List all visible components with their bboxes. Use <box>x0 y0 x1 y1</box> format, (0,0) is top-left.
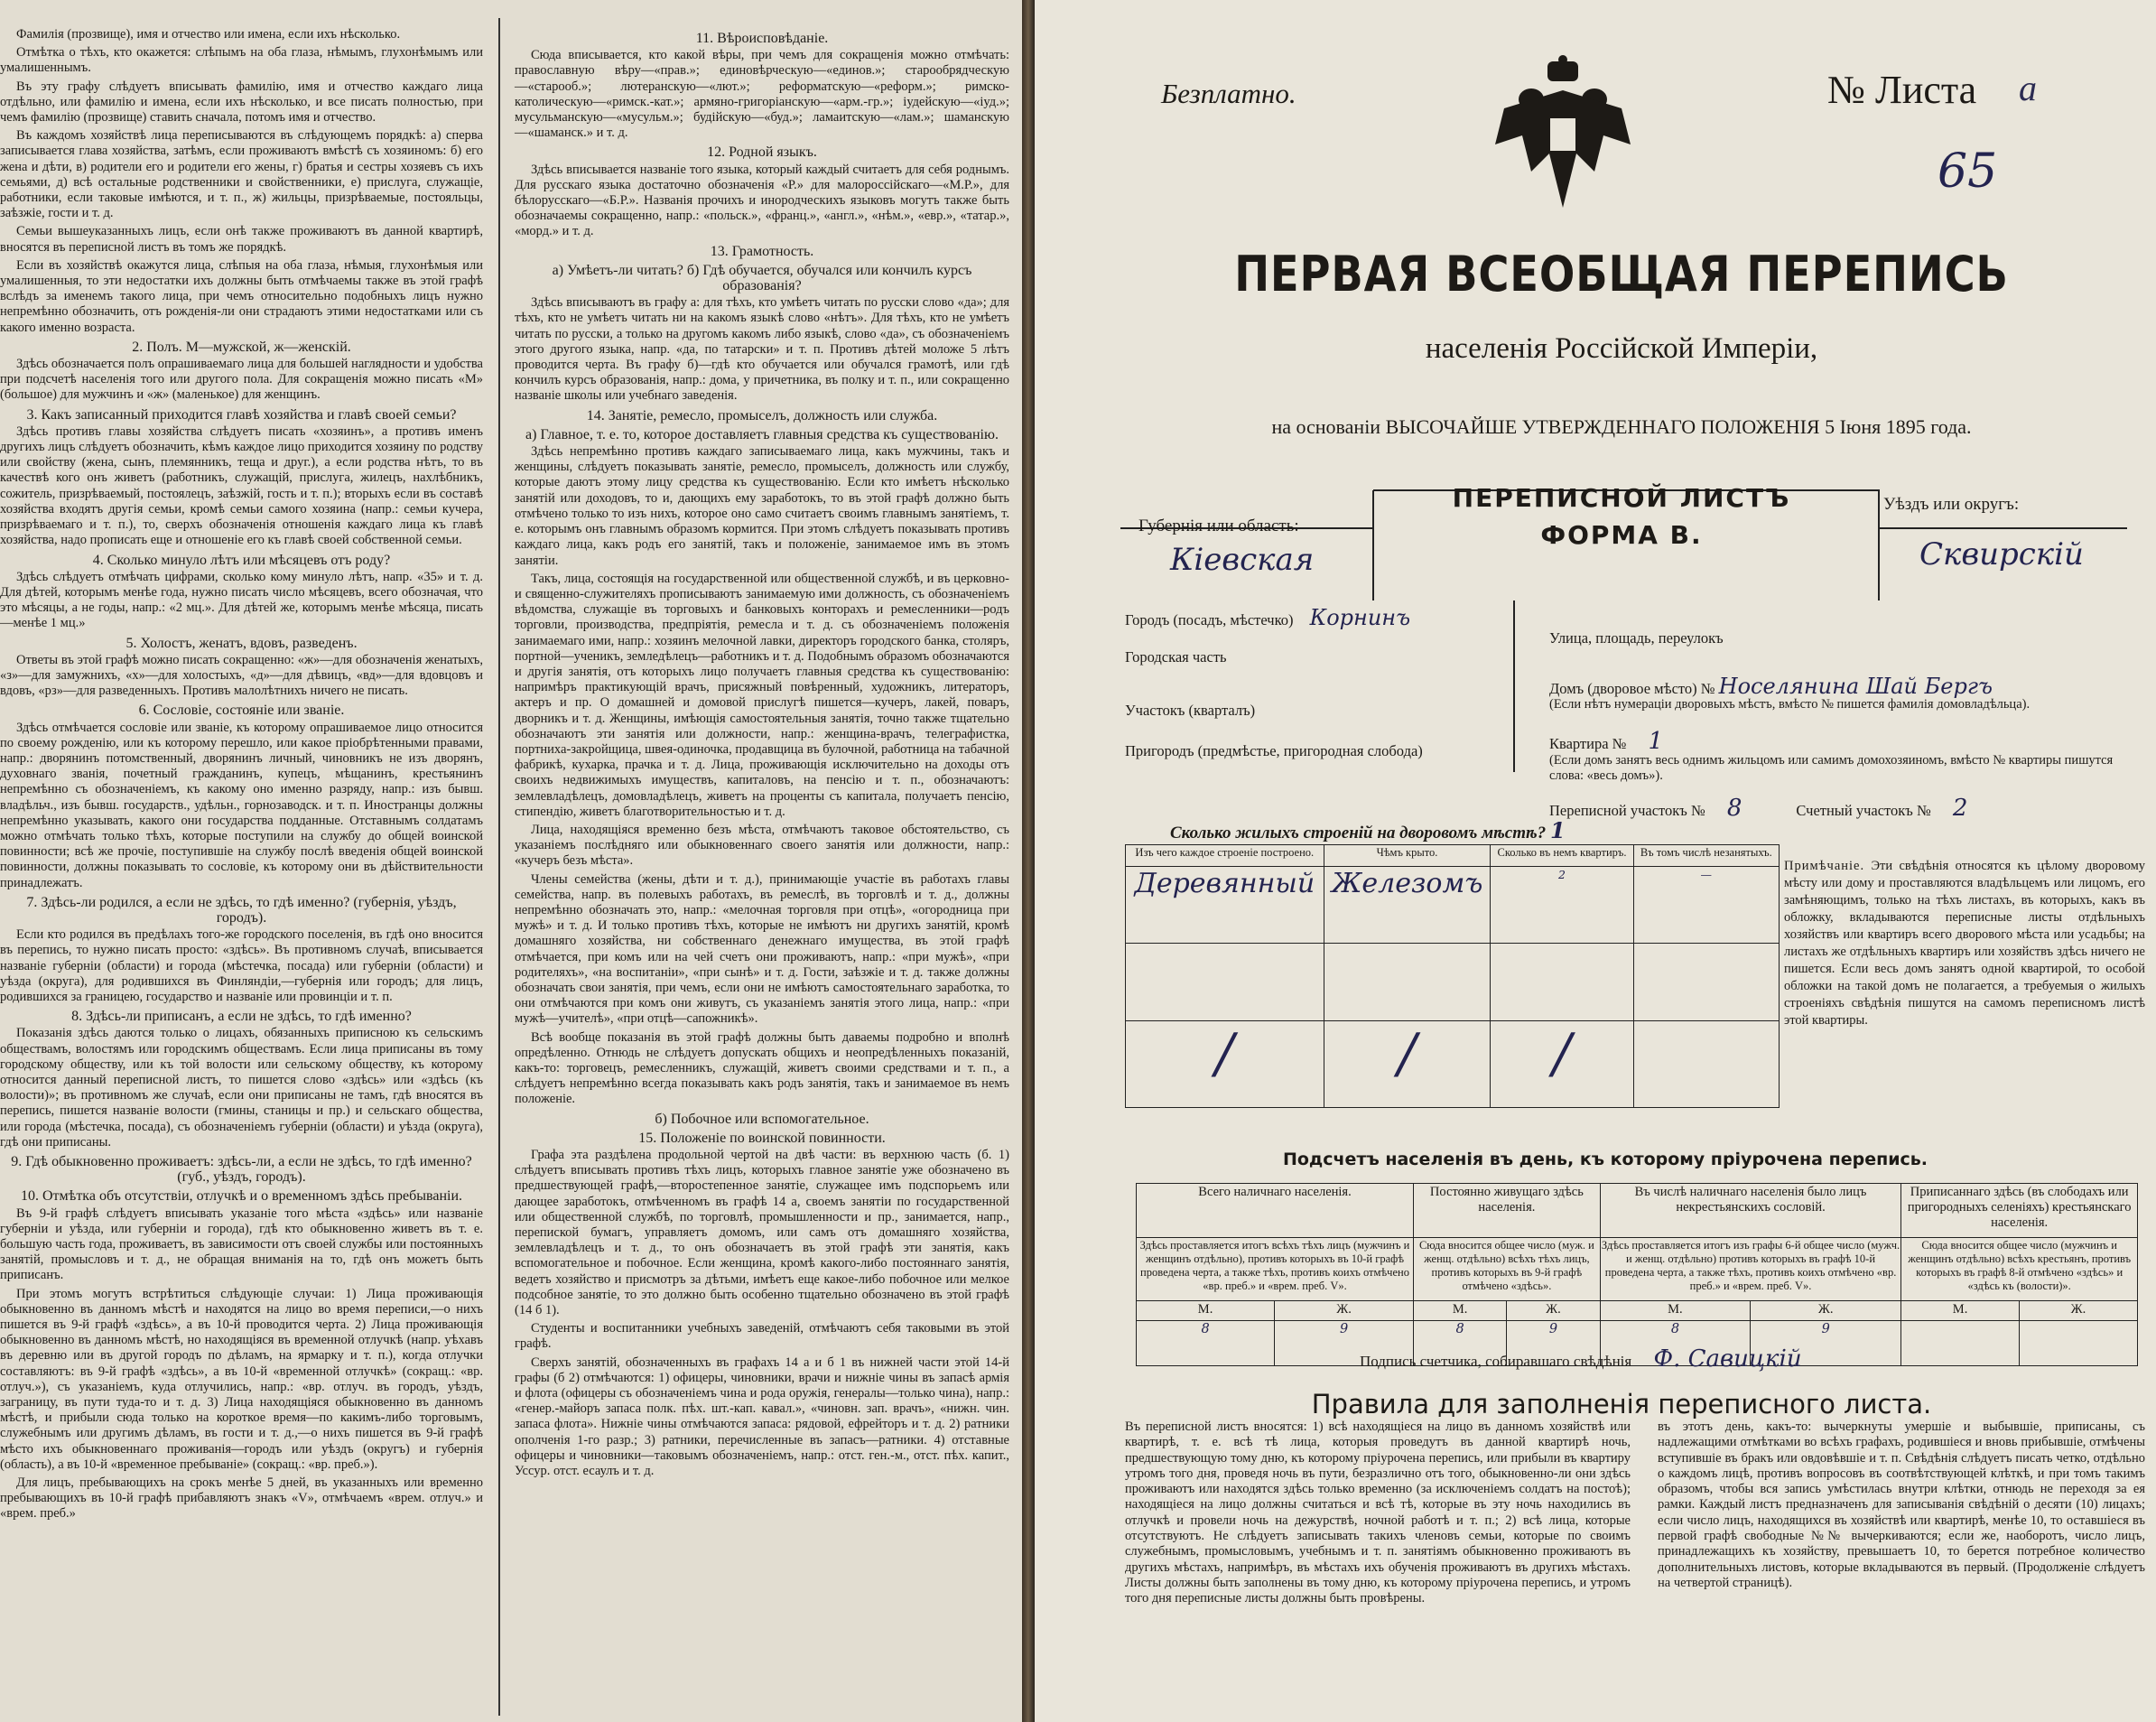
buildings-note: Примѣчаніе. Эти свѣдѣнія относятся къ цѣлому дворовому мѣсту или дому и проставляются владѣльцемъ или лицомъ, его замѣняющимъ, только на тѣхъ листахъ, въ которыхъ, какъ въ обложку, вкладываются переписные листы отдѣльныхъ хозяйствъ или квартиръ всего дворового мѣста или усадьбы; на листахъ же отдѣльныхъ квартиръ или хозяйствъ здѣсь ничего не пишется. Если весь домъ занятъ одной квартирой, то особой обложки на такой домъ не полагается, а требуемыя о жилыхъ строеніяхъ свѣдѣнія пишутся на самомъ переписномъ листѣ этой квартиры. <box>1784 859 2146 1028</box>
signature-row: Подпись счетчика, собиравшаго свѣдѣнія Ф. Савицкій <box>1360 1345 1802 1373</box>
ct-header-noncrest: Въ числѣ наличнаго населенія было лицъ некрестьянскихъ сословій. <box>1600 1184 1901 1238</box>
buildings-row: Сколько жилыхъ строеній на дворовомъ мѣстѣ? 1 <box>1170 817 1566 843</box>
ct-note: Сюда вносится общее число (мужчинъ и женщинъ отдѣльно) всѣхъ крестьянъ, противъ которыхъ въ графѣ 8-й отмѣчено «здѣсь» и «здѣсь къ (волости)». <box>1901 1238 2138 1301</box>
section-heading: 6. Сословіе, состояніе или званіе. <box>138 703 345 719</box>
section-heading: 14. Занятіе, ремесло, промыселъ, должность или служба. <box>586 407 938 424</box>
right-page <box>1035 0 2156 1722</box>
section-heading: б) Побочное или вспомогательное. <box>655 1111 869 1127</box>
bt-cell <box>1491 944 1633 1021</box>
ct-note: Сюда вносится общее число (муж. и женщ. отдѣльно) всѣхъ тѣхъ лицъ, противъ которыхъ въ 9-й графѣ отмѣчено «здѣсь». <box>1414 1238 1601 1301</box>
ct-value: 9 <box>1507 1321 1601 1366</box>
section-heading: 5. Холостъ, женатъ, вдовъ, разведенъ. <box>125 635 358 651</box>
bt-cell: / <box>1126 1020 1324 1107</box>
section-heading: а) Умѣетъ-ли читать? б) Гдѣ обучается, обучался или кончилъ курсъ образованія? <box>552 262 972 294</box>
list-number-label: № Листа <box>1827 68 1977 112</box>
page-basis: на основаніи ВЫСОЧАЙШЕ УТВЕРЖДЕННАГО ПОЛОЖЕНІЯ 5 Іюня 1895 года. <box>1271 415 1972 438</box>
paragraph: Въ 9-й графѣ слѣдуетъ вписывать указаніе того мѣста «здѣсь» или названіе губерніи и уѣзда, или губерніи и города), гдѣ кто обыкновенно живетъ въ т. е. большую часть года, проживаетъ, въ зависимости отъ своей службы или постоянныхъ занятій, промысловъ и т. д., не обращая вниманія на то, гдѣ онъ можетъ быть приписанъ. <box>0 1205 483 1283</box>
bt-header-vacant: Въ томъ числѣ незанятыхъ. <box>1633 845 1779 867</box>
ct-note: Здѣсь проставляется итогъ всѣхъ тѣхъ лицъ (мужчинъ и женщинъ отдѣльно), противъ которыхъ въ 10-й графѣ проведена черта, а также тѣхъ, противъ коихъ отмѣчено «вр. преб.» и «врем. преб. V». <box>1137 1238 1414 1301</box>
house-row: Домъ (дворовое мѣсто) № Носелянина Шай Бергъ <box>1549 674 1993 699</box>
bt-cell: / <box>1324 1020 1491 1107</box>
paragraph: Въ эту графу слѣдуетъ вписывать фамилію, имя и отчество каждаго лица отдѣльно, или фамилію и имена, если ихъ нѣсколько, и все писать полностью, при чемъ фамилію (прозвище) ставить сначала, потомъ имя и отчество. <box>0 79 483 126</box>
bt-cell: Деревянный <box>1126 866 1324 944</box>
double-headed-eagle-icon <box>1486 54 1640 217</box>
bt-cell <box>1633 944 1779 1021</box>
section-heading: 12. Родной языкъ. <box>707 144 817 161</box>
section-heading: 4. Сколько минуло лѣтъ или мѣсяцевъ отъ роду? <box>92 552 391 568</box>
book-spine <box>1022 0 1035 1722</box>
kvartira-note: (Если домъ занятъ весь однимъ жильцомъ или самимъ домохозяиномъ, вмѣсто № квартиры пишутся слова: «весь домъ»). <box>1549 753 2114 783</box>
section-heading: 10. Отмѣтка объ отсутствіи, отлучкѣ и о временномъ здѣсь пребываніи. <box>20 1188 463 1205</box>
paragraph: Студенты и воспитанники учебныхъ заведеній, отмѣчаютъ себя таковыми въ этой графѣ. <box>515 1321 1009 1352</box>
bt-cell <box>1633 1020 1779 1107</box>
count-title: Подсчетъ населенія въ день, къ которому пріурочена перепись. <box>1282 1150 1928 1169</box>
left-column-b <box>515 27 1009 1482</box>
paragraph: Показанія здѣсь даются только о лицахъ, обязанныхъ приписною къ сельскимъ обществамъ, волостямъ или городскимъ обществамъ. Если лица приписаны въ тому городскому обществу, или къ той волости или сельскому обществу, къ которому относится данный переписной листъ, то пишется слово «здѣсь» или «здѣсь (къ волости)»; въ противномъ же случаѣ, если они приписаны не тамъ, гдѣ вносятся въ перепись, пишется названіе волости (гмины, станицы и пр.) и сельскаго общества, или города (мѣстечка, посада), съ обозначеніемъ губерніи (области) и уѣзда (округа), гдѣ они приписаны. <box>0 1026 483 1150</box>
section-heading: 2. Полъ. М—мужской, ж—женскій. <box>132 339 351 355</box>
uchastok-row: Участокъ (кварталъ) <box>1125 702 1256 719</box>
paragraph: Сюда вписывается, кто какой вѣры, при чемъ для сокращенія можно отмѣчать: православную вѣру—«прав.»; единовѣрческую—«единов.»; старообрядческую—«старооб.»; лютеранскую—«лют.»; реформатскую—«реформ.»; римско-католическую—«римск.-кат.»; армяно-григоріанскую—«арм.-гр.»; іудейскую—«іуд.»; мусульманскую—«мусульм.»; будійскую—«буд.»; ламаитскую—«лам.»; шаманскую—«шаманск.» и т. д. <box>515 48 1009 141</box>
ct-value: 9 <box>1751 1321 1901 1366</box>
bt-cell <box>1324 944 1491 1021</box>
gub-value: Кіевская <box>1170 542 1315 578</box>
ct-m-label: М. <box>1414 1301 1507 1321</box>
free-label: Безплатно. <box>1161 78 1296 109</box>
page-title: ПЕРВАЯ ВСЕОБЩАЯ ПЕРЕПИСЬ <box>1234 246 2009 303</box>
uezd-label: Уѣздъ или округъ: <box>1883 495 2020 514</box>
rules-left-column: Въ переписной листъ вносятся: 1) всѣ находящіеся на лицо въ данномъ хозяйствѣ или квартирѣ, т. е. всѣ тѣ лица, которыя проведутъ въ данной квартирѣ ночь, предшествующую тому дню, къ которому пріурочена перепись, или прибыли въ квартиру утромъ того дня, проведя ночь въ пути, безразлично отъ того, обыкновенно-ли они здѣсь проживаютъ или находятся здѣсь только временно (за исключеніемъ солдатъ на постоѣ); находящіеся на лицо должны считаться и всѣ тѣ, которые въ эту ночь находились въ отлучкѣ и провели ночь на дежурствѣ, ночной работѣ и т. п.; 2) всѣ лица, которые отсутствуютъ. Не слѣдуетъ записывать такихъ членовъ семьи, которые по своимъ служебнымъ, промысловымъ, учебнымъ и т. п. занятіямъ обыкновенно проживаютъ въ другихъ мѣстахъ, напримѣръ, въ мѣстахъ ихъ обученія проживаютъ въ другихъ мѣстахъ. Листы должны быть заполнены въ тому дню, къ которому пріурочена перепись, и утромъ того дня переписные листы должны быть провѣрены. <box>1125 1419 1631 1606</box>
ct-value: 8 <box>1414 1321 1507 1366</box>
street-row: Улица, площадь, переулокъ <box>1549 629 1724 647</box>
bt-cell: — <box>1633 866 1779 944</box>
paragraph: Здѣсь вписывается названіе того языка, который каждый считаетъ для себя роднымъ. Для русскаго языка достаточно обозначенія «Р.» для малороссійскаго—«М.Р.», для бѣлорусскаго—«Б.Р.». Названія прочихъ и инородческихъ языковъ могутъ также быть обозначаемы сокращенно, напр.: «польск.», «франц.», «англ.», «нѣм.», «евр.», «татар.», «морд.» и т. д. <box>515 162 1009 239</box>
ct-zh-label: Ж. <box>1275 1301 1414 1321</box>
paragraph: Здѣсь противъ главы хозяйства слѣдуетъ писать «хозяинъ», а противъ именъ другихъ лицъ слѣдуетъ обозначить, кѣмъ каждое лицо приходится хозяину по родству или свойству (жена, сынъ, племянникъ, теща и друг.), а если родства нѣтъ, то въ качествѣ кого онъ живетъ (работникъ, служащій, прислуга, жилецъ, нахлѣбникъ, сожитель, призрѣваемый, постоялецъ, заѣзжій, гость и т. п.); вторыхъ если въ составѣ хозяйства входятъ другія семьи, кромѣ семьи самого хозяина (напр.: семьи кучера, призрѣваемаго и т. п.), то, сверхъ обозначенія отношенія каждаго лица къ главѣ хозяйства, надо прописать еще и отношеніе его къ главѣ своей собственной семьи. <box>0 424 483 548</box>
house-note: (Если нѣтъ нумераціи дворовыхъ мѣстъ, вмѣсто № пишется фамилія домовладѣльца). <box>1549 697 2031 712</box>
section-heading: 11. Вѣроисповѣданіе. <box>695 31 829 46</box>
ct-header-crest: Приписаннаго здѣсь (въ слободахъ или пригородныхъ селеніяхъ) крестьянскаго населенія. <box>1901 1184 2138 1238</box>
ct-zh-label: Ж. <box>2019 1301 2137 1321</box>
ct-m-label: М. <box>1600 1301 1750 1321</box>
ct-m-label: М. <box>1901 1301 2019 1321</box>
paragraph: При этомъ могутъ встрѣтиться слѣдующіе случаи: 1) Лица проживающія обыкновенно въ данномъ мѣстѣ и находятся на лицо во время переписи,—о нихъ пишется въ 9-й графѣ «здѣсь», а въ 10-й проводится черта. 2) Лица проживающія обыкновенно въ данномъ мѣстѣ, но находящіяся въ временной отлучкѣ (напр. уѣхавъ въ деревню или въ другой городъ по дѣламъ, на ярмарку и т. п.), когда отлучки составляютъ: въ 9-й графѣ «здѣсь», а въ 10-й «временной отлучкѣ» (сокращ.: «вр. отлуч.»), съ указаніемъ, куда отлучились, напр.: «вр. отлуч. въ городъ, уѣздъ, заграницу, въ пути туда-то и т. д. 3) Лица находящіяся обыкновенно въ данномъ мѣстѣ, и прибыли сюда только на короткое время—по какимъ-либо торговымъ, служебнымъ или другимъ дѣламъ, въ гости и т. д.,—о нихъ пишется въ 9-й графѣ мѣсто ихъ обыкновеннаго проживанія—городъ или уѣздъ (округъ) и губернія (область), а въ 10-й «временное пребываніе» (сокращ.: «вр. преб.»). <box>0 1286 483 1472</box>
bt-header-roof: Чѣмъ крыто. <box>1324 845 1491 867</box>
paragraph: Отмѣтка о тѣхъ, кто окажется: слѣпымъ на оба глаза, нѣмымъ, глухонѣмымъ или умалишеннымъ. <box>0 45 483 76</box>
bt-cell: 2 <box>1491 866 1633 944</box>
city-part-row: Городская часть <box>1125 648 1227 666</box>
rules-right-column: въ этотъ день, какъ-то: вычеркнуты умершіе и выбывшіе, приписаны, съ надлежащими отмѣтками во всѣхъ графахъ, родившіеся и вновь прибывшіе, отмѣчены вступившіе въ бракъ или овдовѣвшіе и т. п. Свѣдѣнія слѣдуетъ писать четко, отдѣльно о каждомъ лицѣ, противъ вопросовъ въ соотвѣтствующей клѣткѣ, и при томъ такимъ образомъ, чтобы вся запись умѣстилась внутри клѣтки, отнюдь не переходя за ея рамки. Каждый листъ предназначенъ для записыванія свѣдѣній о десяти (10) лицахъ; если число лицъ, находящихся въ хозяйствѣ или квартирѣ, менѣе 10, то оставшіеся въ первой графѣ свободные №№ вычеркиваются; если же, наоборотъ, число лицъ, принадлежащихъ къ хозяйству, превышаетъ 10, то берется потребное количество дополнительныхъ листовъ, которые вкладываются въ первый. (Продолженіе слѣдуетъ на четвертой страницѣ). <box>1658 1419 2145 1590</box>
perepis-uchastok-row: Переписной участокъ № 8 Счетный участокъ № 2 <box>1549 795 1968 822</box>
address-divider <box>1513 600 1515 772</box>
prigorod-row: Пригородъ (предмѣстье, пригородная слобода) <box>1125 742 1423 759</box>
section-heading: 13. Грамотность. <box>710 243 814 259</box>
gub-label: Губернія или область: <box>1138 517 1299 535</box>
list-number-hand: а <box>2019 68 2037 108</box>
paragraph: Если въ хозяйствѣ окажутся лица, слѣпыя на оба глаза, нѣмыя, глухонѣмыя или умалишенныя, то эти недостатки ихъ должны быть отмѣчаемы также въ этой графѣ вслѣдъ за именемъ такого лица, при чемъ относительно подобныхъ лицъ нужно непремѣнно обозначить, отъ рожденія-ли они страдаютъ этими недостатками или съ какого именно возраста. <box>0 257 483 335</box>
paragraph: Сверхъ занятій, обозначенныхъ въ графахъ 14 а и б 1 въ нижней части этой 14-й графы (б 2) отмѣчаются: 1) офицеры, чиновники, врачи и нижніе чины въ запасѣ армія и флота (офицеры съ обозначеніемъ чина и рода оружія, генералы—только чина), напр.: «генер.-майоръ запаса полк. пѣх. шт.-кап. кавал.», «чиновн. зап. врачъ», «нижн. чин. запаса флота». Нижніе чины отмѣчаются запаса: рядовой, ефрейторъ и т. д. 2) ратники ополченія 1-го разр.; 3) ратники, перечисленные въ запасъ—ратники. 4) отставные офицеры и чиновники—таковымъ обозначеніемъ, напр.: отст. ген.-м., отст. пѣх. капит., Уссур. отст. есаулъ и т. д. <box>515 1354 1009 1479</box>
page-subtitle: населенія Россійской Имперіи, <box>1425 332 1818 365</box>
paragraph: Здѣсь обозначается полъ опрашиваемаго лица для большей наглядности и удобства при подсчетѣ населенія того или другого пола. Для сокращенія можно писать «М» (большое) для мужчинъ и «ж» (маленькое) для женщинъ. <box>0 357 483 403</box>
section-heading: а) Главное, т. е. то, которое доставляетъ главныя средства къ существованію. <box>525 426 999 442</box>
left-column-a <box>0 27 483 1525</box>
ct-value <box>2019 1321 2137 1366</box>
ct-header-total: Всего наличнаго населенія. <box>1137 1184 1414 1238</box>
paragraph: Члены семейства (жены, дѣти и т. д.), принимающіе участіе въ работахъ главы семейства, напр. въ полевыхъ работахъ, въ ремеслѣ, въ торговлѣ и т. д., должны непремѣнно обозначать это, напр.: «мелочная торговля при отцѣ», «огородница при мужѣ» и т. д. И только противъ тѣхъ, которые не имѣютъ ни другихъ занятій, кромѣ домашняго хозяйства, ни собственнаго денежнаго имущества, въ этой графѣ отмѣчается, при комъ или на чей счетъ они проживаютъ, напр.: «при мужѣ», «при родителяхъ», «на воспитаніи», «при сынѣ» и т. д. Гости, заѣзжіе и т. д. также должны обозначать свои занятія, при чемъ, если они не имѣютъ самостоятельнаго заработка, то они отмѣчаются при комъ они живутъ, съ указаніемъ занятія этого лица, напр.: «при мужѣ—учителѣ», «при отцѣ—сапожникѣ». <box>515 871 1009 1027</box>
ct-header-permanent: Постоянно живущаго здѣсь населенія. <box>1414 1184 1601 1238</box>
bt-header-apartments: Сколько въ немъ квартиръ. <box>1491 845 1633 867</box>
section-heading: 8. Здѣсь-ли приписанъ, а если не здѣсь, то гдѣ именно? <box>71 1009 412 1025</box>
ct-zh-label: Ж. <box>1751 1301 1901 1321</box>
bt-header-material: Изъ чего каждое строеніе построено. <box>1126 845 1324 867</box>
bt-cell: Железомъ <box>1324 866 1491 944</box>
ct-value <box>1901 1321 2019 1366</box>
paragraph: Здѣсь слѣдуетъ отмѣчать цифрами, сколько кому минуло лѣтъ, напр. «35» и т. д. Для дѣтей, которымъ менѣе года, нужно писать число мѣсяцевъ, всего обозначая, что это мѣсяцы, а не годы, напр.: «2 мц.». Для дѣтей же, которымъ менѣе мѣсяца, писать—менѣе 1 мц.» <box>0 569 483 631</box>
page-number-hand: 65 <box>1938 144 1998 199</box>
ct-note: Здѣсь проставляется итогъ изъ графы 6-й общее число (мужч. и женщ. отдѣльно) противъ которыхъ въ графѣ 10-й проведена черта, а также тѣхъ, противъ коихъ отмѣчено «вр. преб.» и «врем. преб. V». <box>1600 1238 1901 1301</box>
paragraph: Такъ, лица, состоящія на государственной или общественной службѣ, и въ церковно-и священно-служителяхъ прописываютъ занимаемую ими должность, съ обозначеніемъ вѣдомства, служащіе въ торговыхъ и банковыхъ конторахъ и ремесленники—родъ торговли, производства, предпріятія, ремесла и т. д. съ обозначеніемъ положенія занимаемаго ими, напр.: хозяинъ мелочной лавки, директоръ городского банка, столяръ, портной—ученикъ, земледѣлецъ—работникъ и т. д. Подобнымъ образомъ обозначаются и другія занятія, отъ которыхъ лицо получаетъ главныя средства къ существованію: напримѣръ практикующій врачъ, присяжный повѣренный, художникъ, литераторъ, актеръ и пр. О домашней и домовой прислугѣ пишется—кучеръ, лакей, поваръ, дворникъ и т. д. Женщины, имѣющія самостоятельныя занятія, точно также тщательно обозначаютъ эти занятія или должности, напр.: женщина-врачъ, телеграфистка, портниха-закройщица, швея-одиночка, продавщица въ булочной, работница на табачной фабрикѣ, кухарка, прачка и т. д. Лица, проживающія исключительно на доходы отъ своихъ недвижимыхъ имуществъ, капиталовъ, на пенсію и т. п., обозначаютъ: землевладѣлецъ, домовладѣлецъ, живетъ на проценты съ капитала, получаетъ пенсію, стипендію, живетъ благотворительностью и т. д. <box>515 571 1009 819</box>
kvartira-row: Квартира № 1 <box>1549 728 1664 755</box>
ct-value: 9 <box>1275 1321 1414 1366</box>
rules-title: Правила для заполненія переписного листа. <box>1311 1389 1932 1419</box>
paragraph: Ответы въ этой графѣ можно писать сокращенно: «ж»—для обозначенія женатыхъ, «з»—для замужнихъ, «х»—для холостыхъ, «д»—для дѣвицъ, «вд»—для вдовцовъ и вдовъ, «рз»—для разведенныхъ. Противъ малолѣтнихъ ничего не писать. <box>0 652 483 699</box>
paragraph: Фамилія (прозвище), имя и отчество или имена, если ихъ нѣсколько. <box>16 27 401 42</box>
column-divider <box>498 18 500 1716</box>
bt-cell: / <box>1491 1020 1633 1107</box>
section-heading: 7. Здѣсь-ли родился, а если не здѣсь, то гдѣ именно? (губернія, уѣздъ, городъ). <box>26 894 457 926</box>
ct-value: 8 <box>1600 1321 1750 1366</box>
paragraph: Лица, находящіяся временно безъ мѣста, отмѣчаютъ таковое обстоятельство, съ указаніемъ послѣдняго или обыкновеннаго своего занятія или должности, напр.: «кучеръ безъ мѣста». <box>515 822 1009 869</box>
city-row: Городъ (посадъ, мѣстечко) Корнинъ <box>1125 605 1411 630</box>
paragraph: Для лицъ, пребывающихъ на срокъ менѣе 5 дней, въ указанныхъ или временно пребывающихъ въ 10-й графѣ прибавляютъ знакъ «V», отмѣчаемъ «врем. отлуч.» и «врем. преб.» <box>0 1475 483 1522</box>
form-title: ПЕРЕПИСНОЙ ЛИСТЪ ФОРМА В. <box>1452 483 1791 550</box>
section-heading: 9. Гдѣ обыкновенно проживаетъ: здѣсь-ли, а если не здѣсь, то гдѣ именно? (губ., уѣздъ, городъ). <box>11 1154 472 1186</box>
uezd-value: Сквирскій <box>1919 536 2084 572</box>
paragraph: Если кто родился въ предѣлахъ того-же городского поселенія, въ гдѣ оно вносится въ перепись, то нужно писать просто: «здѣсь». Въ противномъ случаѣ, вписывается названіе губерніи (области) и города (мѣстечка, посада) или губерніи (области) и уѣзда (округа), для родившихся въ Финляндіи,—губернія или городъ; для лицъ, родившихся за границею, государство и названіе или провинціи и т. п. <box>0 927 483 1004</box>
paragraph: Семьи вышеуказанныхъ лицъ, если онѣ также проживаютъ въ данной квартирѣ, вносятся въ переписной листъ въ томъ же порядкѣ. <box>0 224 483 255</box>
paragraph: Здѣсь отмѣчается сословіе или званіе, къ которому опрашиваемое лицо относится по своему рожденію, или къ которому перешло, или какое пріобрѣтенными правами, напр.: дворянинъ потомственный, дворянинъ личный, чиновникъ не изъ дворянъ, духовнаго званія, почетный гражданинъ, купецъ, мѣщанинъ, крестьянинъ непремѣнно съ обозначеніемъ, къ какому оно именно разряду, напр.: изъ бывш. владѣльч., изъ бывш. государств., удѣльн., горнозаводск. и т. п. Иностранцы должны непремѣнно указывать, какого они государства подданные. Отставнымъ солдатамъ можно отмѣчать только тѣхъ, которые поступили на службу до общей воинской повинности; всѣ же прочіе, поступившіе на службу послѣ введенія общей воинской повинности, должны показывать то сословіе, къ которому они въ дѣйствительности принадлежатъ. <box>0 720 483 890</box>
paragraph: Здѣсь вписываютъ въ графу а: для тѣхъ, кто умѣетъ читать по русски слово «да»; для тѣхъ, кто не умѣетъ читать ни на какомъ языкѣ слово «нѣтъ». Для тѣхъ, кто не умѣетъ читать по русски, а только на другомъ какомъ либо языкѣ, слово «да», съ обозначеніемъ этого другого языка, напр. «да, по татарски» и т. п. Противъ дѣтей моложе 5 лѣтъ проводится черта. Въ графу б)—гдѣ кто обучается или обучался грамотѣ, или гдѣ кончилъ курсъ образованія, напр.: дома, у причетника, въ полку и т. п., или сокращенно названіе школы или учебнаго заведенія. <box>515 295 1009 404</box>
left-page <box>0 0 1022 1722</box>
population-count-table <box>1136 1183 2138 1366</box>
buildings-table <box>1125 844 1780 1108</box>
bt-cell <box>1126 944 1324 1021</box>
paragraph: Здѣсь непремѣнно противъ каждаго записываемаго лица, какъ мужчины, такъ и женщины, слѣдуетъ показывать занятіе, ремесло, промыселъ, должность или службу, которые даютъ этому лицу средства къ существованію. Если кто имѣетъ нѣсколько занятій или доходовъ, то и, дающихъ ему заработокъ, то въ этой графѣ должно быть отмѣчено только то изъ нихъ, которое оно само считаетъ своимъ главнымъ занятіемъ, т. е. которымъ онъ главнымъ образомъ кормится. При этомъ слѣдуетъ показывать противъ каждаго лица, какъ родъ его занятій, такъ и положеніе, занимаемое имъ въ этомъ занятіи. <box>515 444 1009 568</box>
paragraph: Въ каждомъ хозяйствѣ лица переписываются въ слѣдующемъ порядкѣ: а) сперва записывается глава хозяйства, затѣмъ, если проживаютъ вмѣстѣ съ хозяиномъ: б) его жена и дѣти, в) родители его и родители его жены, г) братья и сестры хозяевъ съ ихъ семьями, д) всѣ остальные родственники и свойственники, е) прислуга, служащіе, работники, если таковые имѣются, и т. п., ж) жильцы, призрѣваемые, постояльцы, заѣзжіе, гости и т. д. <box>0 128 483 221</box>
ct-value: 8 <box>1137 1321 1275 1366</box>
ct-zh-label: Ж. <box>1507 1301 1601 1321</box>
ct-m-label: М. <box>1137 1301 1275 1321</box>
section-heading: 15. Положеніе по воинской повинности. <box>638 1130 886 1146</box>
paragraph: Всѣ вообще показанія въ этой графѣ должны быть даваемы подробно и вполнѣ опредѣленно. Отнюдь не слѣдуетъ допускать общихъ и неопредѣленныхъ показаній, какъ-то: торговецъ, ремесленникъ, служащій, живетъ своими средствами и т. п., а слѣдуетъ непремѣнно всегда показывать какъ родъ занятія, такъ и занимаемое въ немъ положеніе. <box>515 1029 1009 1107</box>
paragraph: Графа эта раздѣлена продольной чертой на двѣ части: въ верхнюю часть (б. 1) слѣдуетъ вписывать противъ тѣхъ лицъ, которыхъ главное занятіе уже обозначено въ предшествующей графѣ,—второстепенное занятіе, служащее имъ подспорьемъ или дающее заработокъ, отмѣченномъ въ графѣ 14 а, своемъ занятіи по государственной или общественной службѣ, по торговлѣ, промышленности и пр., занимается, напр., перепиской бумагъ, управляетъ домомъ, или самъ отъ домашняго хозяйства, землевладѣлецъ и т. д., то онъ обозначаетъ въ этой графѣ эти занятія, какъ вспомогательное и побочное. Если женщина, кромѣ какого-либо постояннаго занятія, ведетъ хозяйство и присмотръ за дѣтьми, имѣетъ еще какое-либо побочное или мелкое подсобное занятіе, то это должно быть особенно тщательно обозначено въ этой графѣ (14 б 1). <box>515 1148 1009 1318</box>
section-heading: 3. Какъ записанный приходится главѣ хозяйства и главѣ своей семьи? <box>26 406 457 423</box>
